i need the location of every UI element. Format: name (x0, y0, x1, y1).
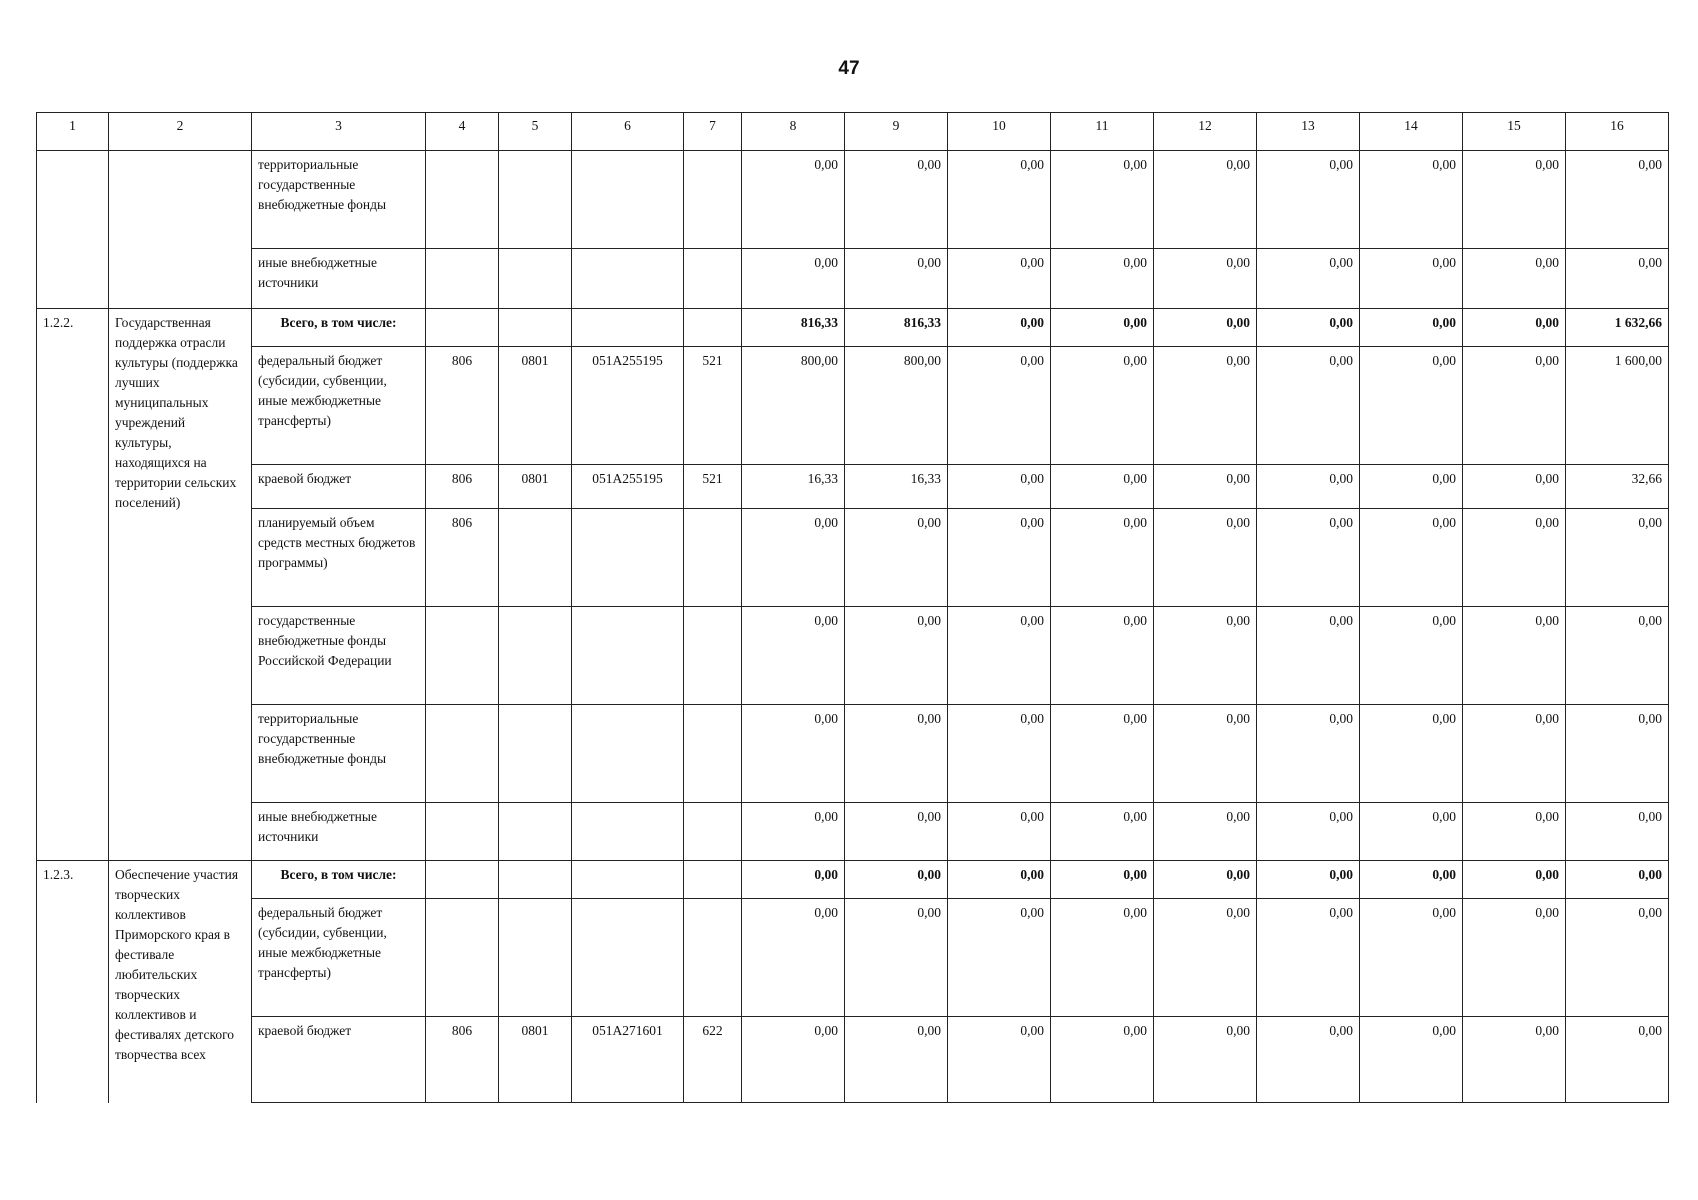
table-row (37, 1017, 1669, 1103)
table-row (37, 309, 1669, 347)
column-header: 12 (1154, 113, 1257, 151)
code-cell: 806 (426, 465, 499, 509)
amount-cell: 0,00 (1257, 861, 1360, 899)
code-cell (572, 899, 684, 1017)
code-cell (572, 861, 684, 899)
amount-cell: 0,00 (948, 705, 1051, 803)
amount-cell: 0,00 (1257, 249, 1360, 309)
amount-cell: 0,00 (948, 803, 1051, 861)
amount-cell: 0,00 (845, 705, 948, 803)
amount-cell: 0,00 (1566, 607, 1669, 705)
funding-source-cell: территориальные государственные внебюджетные фонды (252, 151, 426, 249)
amount-cell: 0,00 (1360, 1017, 1463, 1103)
code-cell (684, 705, 742, 803)
code-cell: 051A255195 (572, 465, 684, 509)
code-cell (499, 705, 572, 803)
code-cell (572, 803, 684, 861)
code-cell (572, 509, 684, 607)
funding-source-cell: Всего, в том числе: (252, 861, 426, 899)
amount-cell: 0,00 (845, 509, 948, 607)
amount-cell: 0,00 (1360, 861, 1463, 899)
amount-cell: 0,00 (1463, 899, 1566, 1017)
funding-source-cell: планируемый объем средств местных бюджетов программы) (252, 509, 426, 607)
amount-cell: 32,66 (1566, 465, 1669, 509)
column-header: 15 (1463, 113, 1566, 151)
code-cell: 622 (684, 1017, 742, 1103)
item-number-cell (37, 151, 109, 309)
amount-cell: 0,00 (948, 347, 1051, 465)
amount-cell: 0,00 (1051, 705, 1154, 803)
amount-cell: 0,00 (1463, 151, 1566, 249)
amount-cell: 0,00 (1566, 861, 1669, 899)
code-cell (499, 899, 572, 1017)
code-cell (499, 151, 572, 249)
column-header: 8 (742, 113, 845, 151)
amount-cell: 0,00 (1051, 803, 1154, 861)
code-cell (499, 607, 572, 705)
amount-cell: 0,00 (1360, 249, 1463, 309)
amount-cell: 0,00 (948, 249, 1051, 309)
amount-cell: 0,00 (1360, 465, 1463, 509)
amount-cell: 0,00 (742, 1017, 845, 1103)
amount-cell: 0,00 (1463, 309, 1566, 347)
code-cell (684, 151, 742, 249)
funding-source-cell: краевой бюджет (252, 1017, 426, 1103)
amount-cell: 0,00 (1257, 705, 1360, 803)
funding-source-cell: иные внебюджетные источники (252, 249, 426, 309)
table-body (37, 151, 1669, 1103)
funding-source-cell: территориальные государственные внебюджетные фонды (252, 705, 426, 803)
amount-cell: 816,33 (742, 309, 845, 347)
code-cell (684, 309, 742, 347)
amount-cell: 800,00 (742, 347, 845, 465)
amount-cell: 0,00 (1154, 509, 1257, 607)
column-number-header-row (37, 113, 1669, 151)
amount-cell: 0,00 (1154, 151, 1257, 249)
amount-cell: 0,00 (1566, 249, 1669, 309)
amount-cell: 0,00 (1463, 607, 1566, 705)
code-cell (684, 249, 742, 309)
amount-cell: 0,00 (1154, 1017, 1257, 1103)
code-cell (426, 803, 499, 861)
column-header: 9 (845, 113, 948, 151)
code-cell (572, 607, 684, 705)
item-number-cell: 1.2.2. (37, 309, 109, 861)
amount-cell: 0,00 (948, 309, 1051, 347)
table-row (37, 249, 1669, 309)
code-cell: 521 (684, 465, 742, 509)
amount-cell: 0,00 (1566, 705, 1669, 803)
code-cell (426, 899, 499, 1017)
table-row (37, 803, 1669, 861)
code-cell (684, 861, 742, 899)
amount-cell: 0,00 (742, 803, 845, 861)
column-header: 7 (684, 113, 742, 151)
amount-cell: 0,00 (1463, 347, 1566, 465)
amount-cell: 0,00 (742, 861, 845, 899)
code-cell: 0801 (499, 347, 572, 465)
amount-cell: 0,00 (1360, 509, 1463, 607)
amount-cell: 0,00 (1154, 705, 1257, 803)
code-cell (426, 607, 499, 705)
column-header: 4 (426, 113, 499, 151)
table-row (37, 509, 1669, 607)
code-cell (426, 861, 499, 899)
amount-cell: 0,00 (1566, 1017, 1669, 1103)
amount-cell: 0,00 (1566, 803, 1669, 861)
code-cell (684, 899, 742, 1017)
table-row (37, 465, 1669, 509)
amount-cell: 0,00 (1051, 899, 1154, 1017)
code-cell (684, 607, 742, 705)
table-row (37, 861, 1669, 899)
amount-cell: 0,00 (1463, 1017, 1566, 1103)
amount-cell: 0,00 (1051, 309, 1154, 347)
amount-cell: 0,00 (845, 249, 948, 309)
amount-cell: 0,00 (948, 899, 1051, 1017)
code-cell (572, 309, 684, 347)
amount-cell: 0,00 (1566, 509, 1669, 607)
code-cell (426, 249, 499, 309)
amount-cell: 0,00 (1257, 1017, 1360, 1103)
amount-cell: 0,00 (1360, 607, 1463, 705)
amount-cell: 16,33 (845, 465, 948, 509)
amount-cell: 0,00 (742, 705, 845, 803)
table-row (37, 347, 1669, 465)
amount-cell: 0,00 (1051, 1017, 1154, 1103)
amount-cell: 0,00 (742, 151, 845, 249)
code-cell (572, 151, 684, 249)
funding-source-cell: краевой бюджет (252, 465, 426, 509)
amount-cell: 0,00 (1257, 509, 1360, 607)
amount-cell: 0,00 (1257, 347, 1360, 465)
item-name-cell: Государственная поддержка отрасли культуры (поддержка лучших муниципальных учреждений культуры, находящихся на территории сельских поселений) (109, 309, 252, 861)
item-name-cell (109, 151, 252, 309)
code-cell: 051A271601 (572, 1017, 684, 1103)
column-header: 6 (572, 113, 684, 151)
column-header: 3 (252, 113, 426, 151)
funding-source-cell: иные внебюджетные источники (252, 803, 426, 861)
table-row (37, 899, 1669, 1017)
amount-cell: 0,00 (1463, 509, 1566, 607)
amount-cell: 0,00 (1051, 249, 1154, 309)
amount-cell: 0,00 (1154, 465, 1257, 509)
column-header: 14 (1360, 113, 1463, 151)
code-cell (572, 705, 684, 803)
amount-cell: 0,00 (1257, 803, 1360, 861)
amount-cell: 0,00 (1154, 347, 1257, 465)
amount-cell: 0,00 (1051, 347, 1154, 465)
amount-cell: 0,00 (845, 861, 948, 899)
amount-cell: 0,00 (1360, 309, 1463, 347)
funding-source-cell: Всего, в том числе: (252, 309, 426, 347)
amount-cell: 0,00 (1154, 607, 1257, 705)
amount-cell: 0,00 (1154, 861, 1257, 899)
code-cell: 806 (426, 1017, 499, 1103)
amount-cell: 0,00 (1566, 151, 1669, 249)
amount-cell: 800,00 (845, 347, 948, 465)
column-header: 2 (109, 113, 252, 151)
code-cell (499, 249, 572, 309)
amount-cell: 16,33 (742, 465, 845, 509)
amount-cell: 0,00 (1463, 861, 1566, 899)
code-cell (426, 151, 499, 249)
amount-cell: 0,00 (1463, 249, 1566, 309)
amount-cell: 0,00 (1051, 861, 1154, 899)
code-cell: 806 (426, 347, 499, 465)
item-name-cell: Обеспечение участия творческих коллективов Приморского края в фестивале любительских творческих коллективов и фестивалях детского творчества всех (109, 861, 252, 1103)
table-row (37, 705, 1669, 803)
amount-cell: 0,00 (845, 1017, 948, 1103)
code-cell (499, 309, 572, 347)
page-number: 47 (838, 58, 860, 79)
code-cell (572, 249, 684, 309)
code-cell (426, 309, 499, 347)
code-cell: 806 (426, 509, 499, 607)
amount-cell: 0,00 (845, 151, 948, 249)
code-cell: 051A255195 (572, 347, 684, 465)
column-header: 10 (948, 113, 1051, 151)
amount-cell: 0,00 (1463, 465, 1566, 509)
amount-cell: 0,00 (1154, 309, 1257, 347)
amount-cell: 1 600,00 (1566, 347, 1669, 465)
code-cell: 0801 (499, 1017, 572, 1103)
amount-cell: 0,00 (1257, 151, 1360, 249)
amount-cell: 0,00 (1360, 705, 1463, 803)
amount-cell: 0,00 (1360, 347, 1463, 465)
code-cell (499, 861, 572, 899)
amount-cell: 1 632,66 (1566, 309, 1669, 347)
amount-cell: 0,00 (1051, 509, 1154, 607)
amount-cell: 0,00 (1463, 705, 1566, 803)
amount-cell: 816,33 (845, 309, 948, 347)
amount-cell: 0,00 (1051, 465, 1154, 509)
amount-cell: 0,00 (1257, 309, 1360, 347)
amount-cell: 0,00 (742, 249, 845, 309)
amount-cell: 0,00 (948, 1017, 1051, 1103)
code-cell: 0801 (499, 465, 572, 509)
column-header: 13 (1257, 113, 1360, 151)
item-number-cell: 1.2.3. (37, 861, 109, 1103)
amount-cell: 0,00 (845, 803, 948, 861)
amount-cell: 0,00 (742, 607, 845, 705)
amount-cell: 0,00 (742, 899, 845, 1017)
amount-cell: 0,00 (1566, 899, 1669, 1017)
code-cell (426, 705, 499, 803)
column-header: 16 (1566, 113, 1669, 151)
funding-source-cell: федеральный бюджет (субсидии, субвенции, иные межбюджетные трансферты) (252, 899, 426, 1017)
funding-source-cell: федеральный бюджет (субсидии, субвенции, иные межбюджетные трансферты) (252, 347, 426, 465)
column-header: 5 (499, 113, 572, 151)
code-cell: 521 (684, 347, 742, 465)
amount-cell: 0,00 (1051, 151, 1154, 249)
amount-cell: 0,00 (948, 465, 1051, 509)
amount-cell: 0,00 (948, 509, 1051, 607)
amount-cell: 0,00 (948, 607, 1051, 705)
column-header: 1 (37, 113, 109, 151)
budget-table (36, 112, 1669, 1103)
amount-cell: 0,00 (1360, 899, 1463, 1017)
funding-source-cell: государственные внебюджетные фонды Российской Федерации (252, 607, 426, 705)
code-cell (499, 803, 572, 861)
amount-cell: 0,00 (1257, 465, 1360, 509)
table-row (37, 607, 1669, 705)
amount-cell: 0,00 (845, 607, 948, 705)
amount-cell: 0,00 (1257, 607, 1360, 705)
code-cell (684, 803, 742, 861)
amount-cell: 0,00 (1257, 899, 1360, 1017)
amount-cell: 0,00 (1154, 899, 1257, 1017)
amount-cell: 0,00 (1154, 803, 1257, 861)
column-header: 11 (1051, 113, 1154, 151)
amount-cell: 0,00 (948, 151, 1051, 249)
code-cell (499, 509, 572, 607)
amount-cell: 0,00 (948, 861, 1051, 899)
amount-cell: 0,00 (1360, 803, 1463, 861)
amount-cell: 0,00 (1051, 607, 1154, 705)
amount-cell: 0,00 (1463, 803, 1566, 861)
amount-cell: 0,00 (1154, 249, 1257, 309)
amount-cell: 0,00 (742, 509, 845, 607)
amount-cell: 0,00 (1360, 151, 1463, 249)
amount-cell: 0,00 (845, 899, 948, 1017)
table-row (37, 151, 1669, 249)
code-cell (684, 509, 742, 607)
